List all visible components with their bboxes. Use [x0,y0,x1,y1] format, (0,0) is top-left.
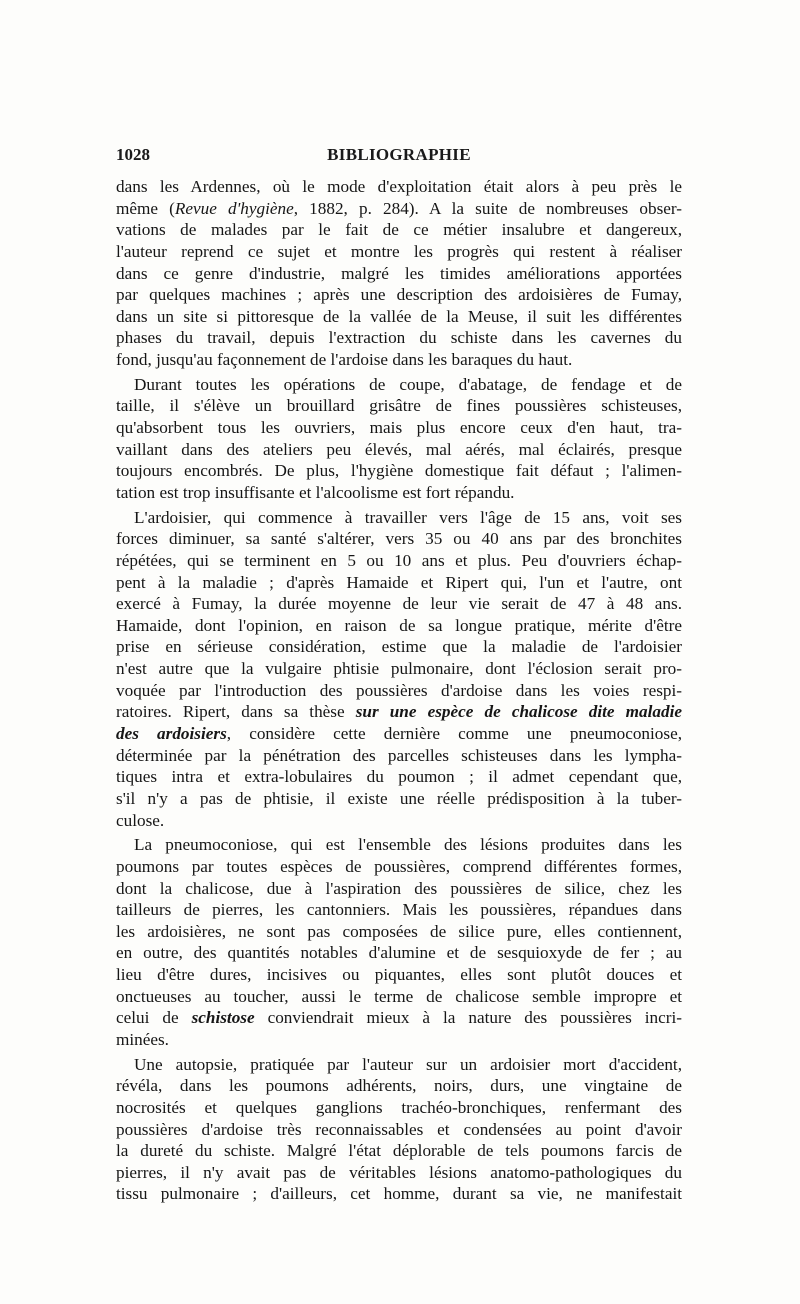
text-line: la dureté du schiste. Malgré l'état déplorable de tels poumons farcis de [116,1141,682,1161]
text-line: les ardoisières, ne sont pas composées de silice pure, elles contiennent, [116,921,682,941]
text-line: en outre, des quantités notables d'alumine et de sesquioxyde de fer ; au [116,943,682,963]
text-line: fond, jusqu'au façonnement de l'ardoise dans les baraques du haut. [116,350,573,370]
text-line: tiques intra et extra-lobulaires du poumon ; il admet cependant que, [116,767,682,787]
text-line: forces diminuer, sa santé s'altérer, vers 35 ou 40 ans par des bronchites [116,529,682,549]
text-line: Une autopsie, pratiquée par l'auteur sur un ardoisier mort d'accident, [134,1054,682,1074]
text-line: qu'absorbent tous les ouvriers, mais plus encore ceux d'en haut, tra- [116,418,682,438]
body-text [116,176,682,1205]
text-line: tissu pulmonaire ; d'ailleurs, cet homme, durant sa vie, ne manifestait [116,1184,682,1204]
text-line: taille, il s'élève un brouillard grisâtre de fines poussières schisteuses, [116,396,682,416]
italic-term: Revue d'hygiène [174,198,294,218]
text-line: lieu d'être dures, incisives ou piquantes, elles sont plutôt douces et [116,965,682,985]
text-line: phases du travail, depuis l'extraction du schiste dans les cavernes du [116,328,682,348]
text-line: nocrosités et quelques ganglions trachéo-bronchiques, renfermant des [116,1097,682,1117]
text-line: La pneumoconiose, qui est l'ensemble des lésions produites dans les [134,835,682,855]
paragraph-2 [116,374,682,504]
paragraph-1 [116,176,682,371]
text-line: dans les Ardennes, où le mode d'exploitation était alors à peu près le [116,177,682,196]
text-line: n'est autre que la vulgaire phtisie pulmonaire, dont l'éclosion serait pro- [116,659,682,679]
text-line: L'ardoisier, qui commence à travailler vers l'âge de 15 ans, voit ses [134,507,682,527]
text-line: par quelques machines ; après une description des ardoisières de Fumay, [116,285,682,305]
text-line: prise en sérieuse considération, estime que la maladie de l'ardoisier [116,637,682,657]
text-line: vaillant dans des ateliers peu élevés, mal aérés, mal éclairés, presque [116,439,682,459]
text-line: dans ce genre d'industrie, malgré les timides améliorations apportées [116,263,682,283]
text-line: Durant toutes les opérations de coupe, d'abatage, de fendage et de [134,374,682,394]
paragraph-4 [116,834,682,1050]
text-line: pent à la maladie ; d'après Hamaide et Ripert qui, l'un et l'autre, ont [116,572,682,592]
text-line: minées. [116,1029,169,1049]
text-line: dans un site si pittoresque de la vallée de la Meuse, il suit les différentes [116,306,682,326]
text-line: répétées, qui se terminent en 5 ou 10 ans et plus. Peu d'ouvriers échap- [116,550,682,570]
text-line: des ardoisiers, considère cette dernière comme une pneumoconiose, [116,724,682,744]
text-line: onctueuses au toucher, aussi le terme de chalicose semble impropre et [116,986,682,1006]
text-line: déterminée par la pénétration des parcelles schisteuses dans les lympha- [116,745,682,765]
text-line: dont la chalicose, due à l'aspiration des poussières de silice, chez les [116,878,682,898]
text-line: poussières d'ardoise très reconnaissables et condensées au point d'avoir [116,1119,682,1139]
text-line: tation est trop insuffisante et l'alcoolisme est fort répandu. [116,482,515,502]
text-line: Hamaide, dont l'opinion, en raison de sa longue pratique, mérite d'être [116,615,682,635]
text-line: exercé à Fumay, la durée moyenne de leur vie serait de 47 à 48 ans. [116,594,682,614]
italic-term: schistose [191,1008,255,1028]
running-title: BIBLIOGRAPHIE [327,145,471,164]
text-line: ratoires. Ripert, dans sa thèse sur une espèce de chalicose dite maladie [116,702,682,722]
text-line: s'il n'y a pas de phtisie, il existe une réelle prédisposition à la tuber- [116,788,682,808]
running-header [116,145,682,169]
text-line: vations de malades par le fait de ce métier insalubre et dangereux, [116,220,682,240]
text-line: voquée par l'introduction des poussières d'ardoise dans les voies respi- [116,680,682,700]
text-line: culose. [116,810,165,830]
paragraph-3 [116,507,682,832]
paragraph-5 [116,1054,682,1205]
text-line: celui de schistose conviendrait mieux à la nature des poussières incri- [116,1008,682,1028]
text-line: révéla, dans les poumons adhérents, noirs, durs, une vingtaine de [116,1076,682,1096]
text-line: tailleurs de pierres, les cantonniers. Mais les poussières, répandues dans [116,900,682,920]
italic-term: sur une espèce de chalicose dite maladie [355,702,682,722]
page-number: 1028 [116,145,150,164]
text-line: même (Revue d'hygiène, 1882, p. 284). A la suite de nombreuses obser- [116,198,682,218]
text-line: l'auteur reprend ce sujet et montre les progrès qui restent à réaliser [116,241,682,261]
text-line: pierres, il n'y avait pas de véritables lésions anatomo-pathologiques du [116,1162,682,1182]
text-line: poumons par toutes espèces de poussières, comprend différentes formes, [116,856,682,876]
italic-term: des ardoisiers [116,724,227,744]
text-line: toujours encombrés. De plus, l'hygiène domestique fait défaut ; l'alimen- [116,461,682,481]
